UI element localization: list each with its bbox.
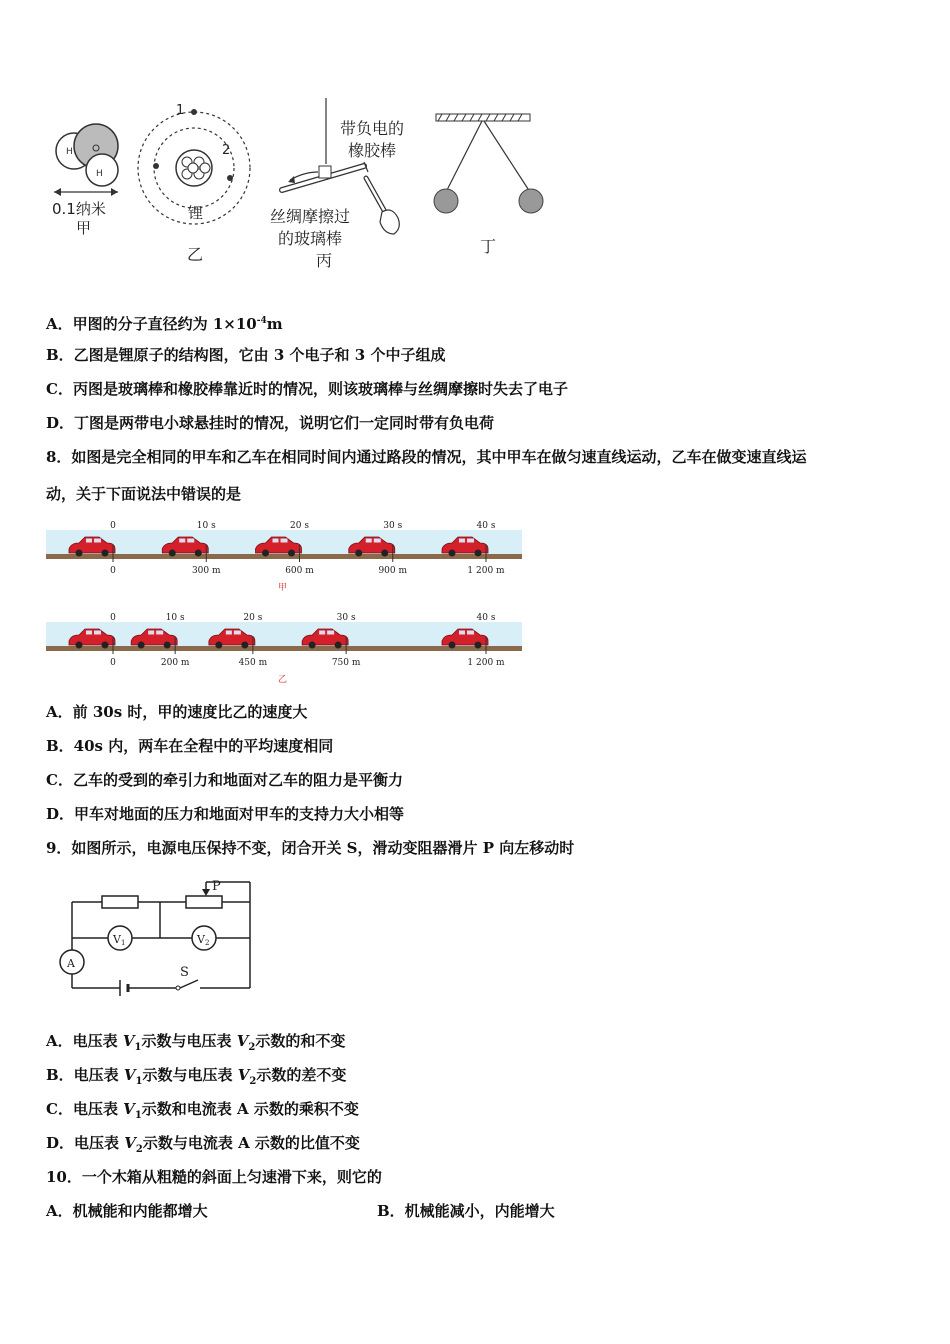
q8-option-a: A．前 30s 时，甲的速度比乙的速度大 — [46, 703, 308, 721]
svg-text:H: H — [96, 169, 103, 179]
yi-distance-label: 450 m — [238, 658, 268, 668]
v1-letter: V — [113, 933, 121, 946]
slider-p-label: P — [212, 879, 221, 894]
rubber-rod-label-2: 橡胶棒 — [348, 141, 397, 160]
yi-distance-label: 200 m — [160, 658, 190, 668]
rubber-rod-label-1: 带负电的 — [340, 119, 405, 138]
hanging-balls-diagram — [434, 114, 543, 256]
orbit-1-label: 1 — [176, 103, 185, 118]
yi-time-label: 30 s — [336, 613, 356, 623]
q10-option-b: B．机械能减小，内能增大 — [377, 1202, 555, 1220]
v2-subscript: 2 — [204, 939, 210, 947]
q8-stem-line1: 8．如图是完全相同的甲车和乙车在相同时间内通过路段的情况，其中甲车在做匀速直线运动，乙车在做变速直线运 — [46, 448, 807, 466]
v2-letter: V — [197, 933, 205, 946]
lithium-atom-diagram — [138, 103, 250, 264]
q7-option-a: A．甲图的分子直径约为 $1\times 10^{-4}m$ — [46, 315, 283, 333]
q9-option-b: B．电压表 $V_1$示数与电压表 $V_2$示数的差不变 — [46, 1066, 347, 1087]
yi-distance-label: 1 200 m — [467, 658, 505, 668]
ammeter-label: A — [67, 957, 75, 970]
q8-figure — [46, 516, 524, 688]
v1-subscript: 1 — [120, 939, 126, 947]
switch-label: S — [180, 965, 189, 980]
q9-stem: 9．如图所示，电源电压保持不变，闭合开关 S，滑动变阻器滑片 P 向左移动时 — [46, 839, 575, 857]
switch-pivot — [176, 986, 180, 990]
track-yi-label: 乙 — [278, 675, 288, 685]
jia-time-label: 30 s — [383, 521, 403, 531]
yi-time-label: 0 — [110, 613, 116, 623]
jia-distance-label: 0 — [110, 566, 116, 576]
q8-option-d: D．甲车对地面的压力和地面对甲车的支持力大小相等 — [46, 805, 405, 823]
lithium-label: 锂 — [188, 204, 204, 222]
track-jia — [46, 521, 522, 593]
q9-option-a: A．电压表 $V_1$示数与电压表 $V_2$示数的和不变 — [46, 1032, 346, 1053]
q7-option-b: B．乙图是锂原子的结构图，它由 3 个电子和 3 个中子组成 — [46, 346, 446, 364]
rheostat — [186, 896, 222, 908]
yi-distance-label: 750 m — [331, 658, 361, 668]
glass-rod-label-1: 丝绸摩擦过 — [270, 207, 351, 226]
yi-time-label: 10 s — [165, 613, 185, 623]
q9-option-c: C．电压表 $V_1$示数和电流表 A 示数的乘积不变 — [46, 1100, 359, 1121]
track-yi — [46, 613, 522, 685]
atom-figure-label: 乙 — [187, 245, 204, 264]
balls-figure-label: 丁 — [480, 237, 497, 256]
q7-option-c: C．丙图是玻璃棒和橡胶棒靠近时的情况，则该玻璃棒与丝绸摩擦时失去了电子 — [46, 380, 568, 398]
q10-option-a: A．机械能和内能都增大 — [46, 1202, 208, 1220]
svg-text:H: H — [66, 147, 73, 157]
q9-circuit — [56, 876, 266, 1004]
yi-time-label: 40 s — [476, 613, 496, 623]
q8-stem-line2: 动，关于下面说法中错误的是 — [46, 485, 242, 503]
jia-time-label: 0 — [110, 521, 116, 531]
jia-time-label: 20 s — [290, 521, 309, 531]
jia-time-label: 40 s — [476, 521, 496, 531]
molecule-diagram — [52, 124, 118, 237]
q8-option-b: B．40s 内，两车在全程中的平均速度相同 — [46, 737, 334, 755]
jia-distance-label: 900 m — [378, 566, 408, 576]
q7-option-d: D．丁图是两带电小球悬挂时的情况，说明它们一定同时带有负电荷 — [46, 414, 495, 432]
molecule-label: 甲 — [76, 219, 92, 237]
molecule-scale-label: 0.1纳米 — [52, 200, 106, 218]
q8-option-c: C．乙车的受到的牵引力和地面对乙车的阻力是平衡力 — [46, 771, 403, 789]
q7-figure — [44, 96, 544, 276]
yi-distance-label: 0 — [110, 658, 116, 668]
jia-distance-label: 300 m — [191, 566, 221, 576]
rods-figure-label: 丙 — [316, 251, 333, 270]
fixed-resistor — [102, 896, 138, 908]
track-jia-label: 甲 — [278, 583, 288, 593]
orbit-2-label: 2 — [222, 143, 231, 158]
jia-distance-label: 1 200 m — [467, 566, 505, 576]
rods-diagram — [270, 98, 404, 270]
jia-distance-label: 600 m — [285, 566, 314, 576]
glass-rod-label-2: 的玻璃棒 — [278, 229, 343, 248]
q10-stem: 10．一个木箱从粗糙的斜面上匀速滑下来，则它的 — [46, 1168, 382, 1186]
jia-time-label: 10 s — [196, 521, 216, 531]
yi-time-label: 20 s — [243, 613, 263, 623]
q9-option-d: D．电压表 $V_2$示数与电流表 A 示数的比值不变 — [46, 1134, 360, 1155]
